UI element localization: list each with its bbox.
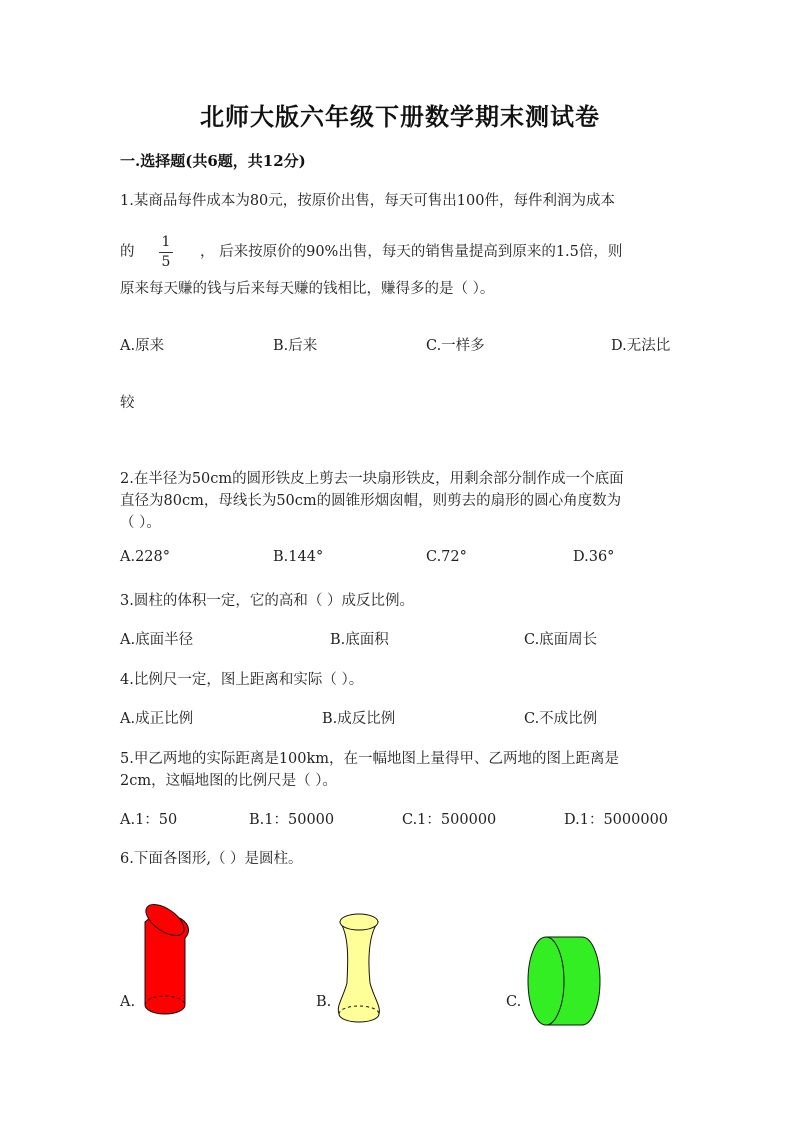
q2-option-c[interactable]: C.72° [426, 549, 467, 565]
q2-option-b[interactable]: B.144° [273, 549, 324, 565]
q5-option-b[interactable]: B.1：50000 [249, 812, 335, 828]
yellow-top [340, 914, 378, 930]
q2-line-2: 直径为80cm，母线长为50cm的圆锥形烟囱帽，则剪去的扇形的圆心角度数为 [120, 493, 622, 509]
q1-fraction [156, 234, 176, 271]
q1-fraction-denominator: 5 [161, 254, 171, 270]
yellow-body [338, 922, 379, 1022]
q5-option-d[interactable]: D.1：5000000 [564, 812, 669, 828]
q6-option-a[interactable]: A. [120, 994, 136, 1010]
q1-option-d[interactable]: D.无法比 [611, 338, 671, 354]
q2-line-3: （ ）。 [120, 515, 161, 531]
q3-text: 3.圆柱的体积一定，它的高和（ ）成反比例。 [120, 593, 414, 609]
q6-option-c[interactable]: C. [506, 994, 522, 1010]
q1-line-2a: 的 [120, 244, 135, 260]
q5-option-a[interactable]: A.1：50 [120, 812, 178, 828]
q4-option-c[interactable]: C.不成比例 [524, 711, 598, 727]
q1-option-c[interactable]: C.一样多 [426, 338, 485, 354]
q5-line-1: 5.甲乙两地的实际距离是100km，在一幅地图上量得甲、乙两地的图上距离是 [120, 751, 620, 767]
q3-option-c[interactable]: C.底面周长 [524, 632, 598, 648]
q5-line-2: 2cm，这幅地图的比例尺是（ ）。 [120, 773, 337, 789]
yellow-waisted-figure[interactable] [334, 908, 384, 1030]
q1-line-1: 1.某商品每件成本为80元，按原价出售，每天可售出100件，每件利润为成本 [120, 193, 615, 209]
q1-option-d-wrap: 较 [120, 395, 135, 411]
green-cylinder-figure[interactable] [524, 933, 604, 1029]
q2-option-d[interactable]: D.36° [573, 549, 615, 565]
q4-option-b[interactable]: B.成反比例 [322, 711, 396, 727]
q1-option-b[interactable]: B.后来 [273, 338, 318, 354]
red-cylinder-figure[interactable] [135, 900, 195, 1030]
q6-text: 6.下面各图形,（ ）是圆柱。 [120, 851, 303, 867]
q4-option-a[interactable]: A.成正比例 [120, 711, 194, 727]
q2-line-1: 2.在半径为50cm的圆形铁皮上剪去一块扇形铁皮，用剩余部分制作成一个底面 [120, 471, 624, 487]
q6-option-b[interactable]: B. [316, 994, 332, 1010]
q3-option-a[interactable]: A.底面半径 [120, 632, 194, 648]
q1-line-3: 原来每天赚的钱与后来每天赚的钱相比，赚得多的是（ ）。 [120, 281, 495, 297]
q1-option-a[interactable]: A.原来 [120, 338, 165, 354]
q1-fraction-numerator: 1 [161, 234, 171, 250]
section-heading: 一.选择题(共6题，共12分) [120, 152, 306, 170]
q2-option-a[interactable]: A.228° [120, 549, 171, 565]
q5-option-c[interactable]: C.1：500000 [402, 812, 497, 828]
q3-option-b[interactable]: B.底面积 [330, 632, 389, 648]
q4-text: 4.比例尺一定，图上距离和实际（ ）。 [120, 672, 364, 688]
fraction-bar [159, 252, 173, 253]
page-title: 北师大版六年级下册数学期末测试卷 [200, 102, 600, 131]
q1-line-2b: ， 后来按原价的90%出售，每天的销售量提高到原来的1.5倍，则 [200, 244, 623, 260]
